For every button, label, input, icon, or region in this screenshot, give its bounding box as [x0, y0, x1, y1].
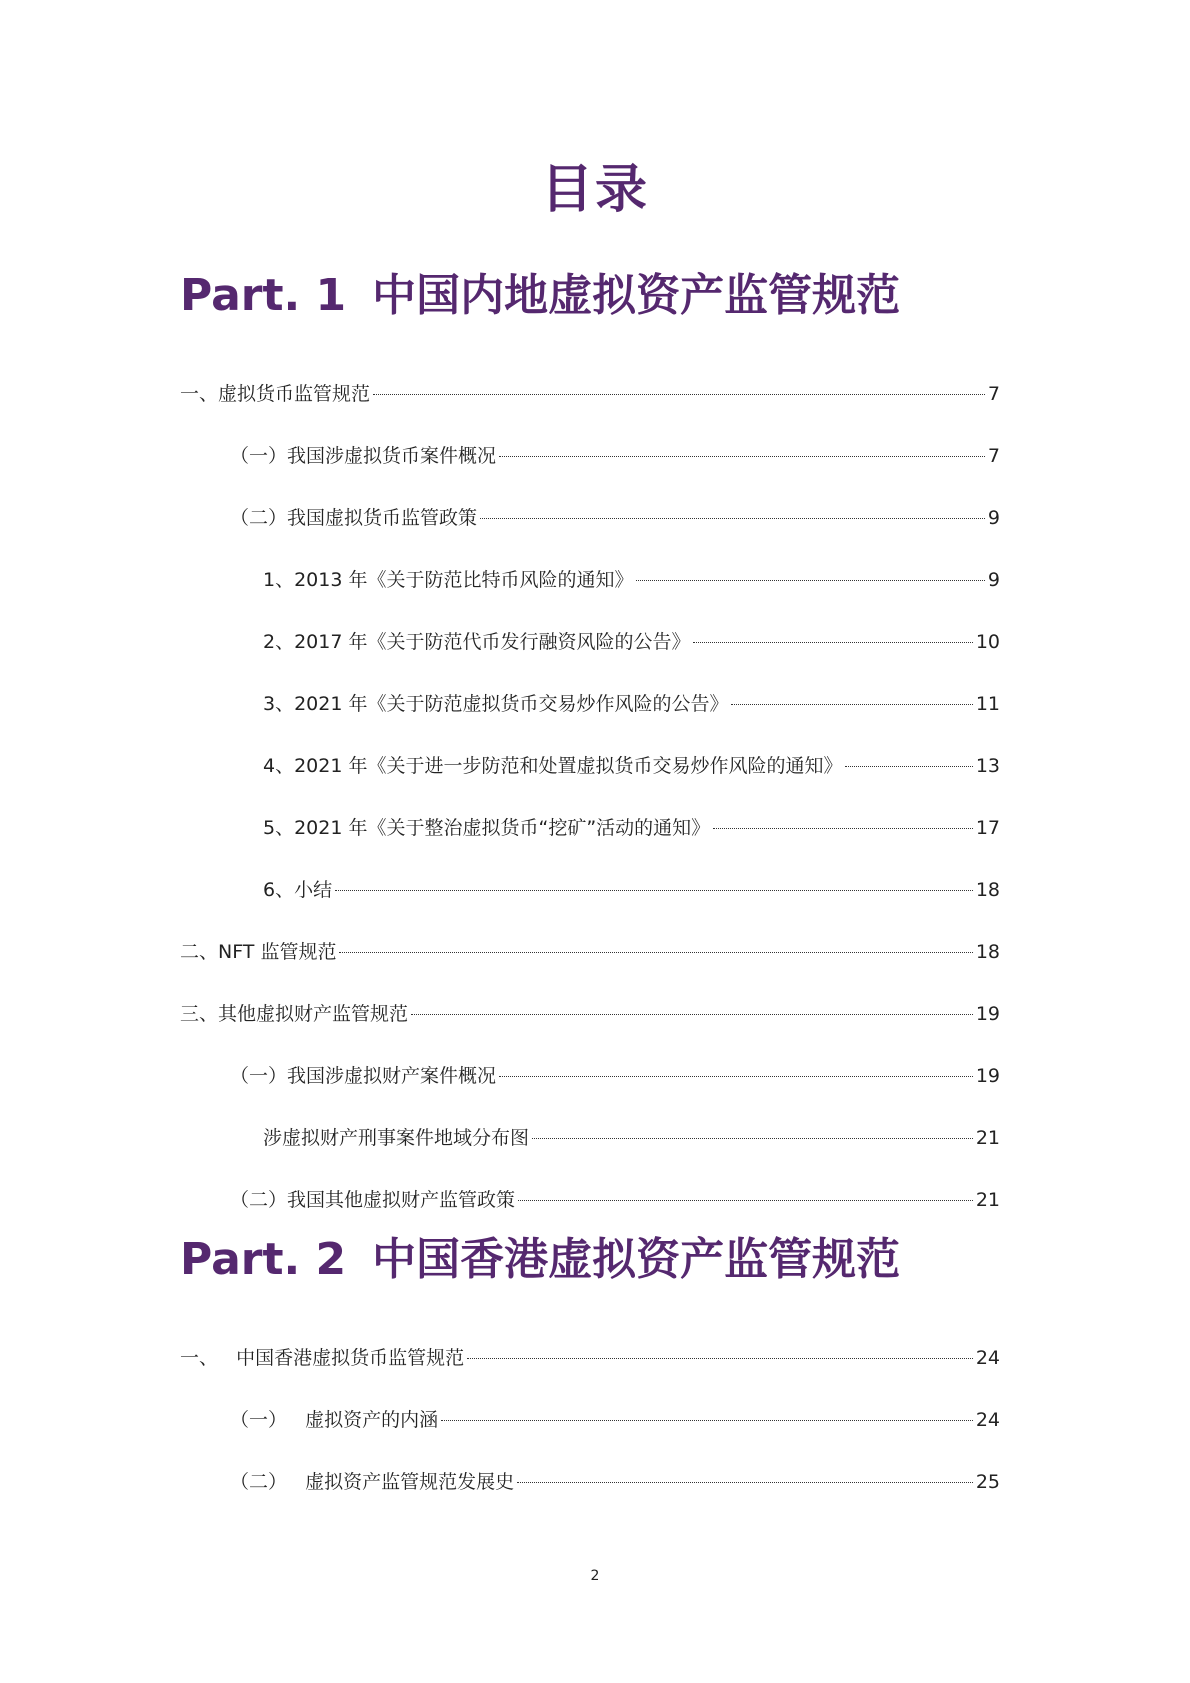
dot-leader: [339, 952, 972, 953]
dot-leader: [373, 394, 985, 395]
page-number: 2: [590, 1568, 600, 1584]
toc-entry[interactable]: [230, 1062, 1000, 1090]
toc-entry-page: 17: [975, 817, 1000, 839]
toc-title: 目录: [540, 160, 649, 220]
toc-entry[interactable]: [230, 1186, 1000, 1214]
toc-entry-label: 一、虚拟货币监管规范: [180, 383, 371, 405]
dot-leader: [499, 1076, 973, 1077]
dot-leader: [845, 766, 972, 767]
toc-entry-page: 24: [975, 1347, 1000, 1369]
toc-entry-label: （一）我国涉虚拟货币案件概况: [230, 445, 497, 467]
toc-entry[interactable]: [230, 1468, 1000, 1496]
toc-entry-label: 三、其他虚拟财产监管规范: [180, 1003, 409, 1025]
dot-leader: [480, 518, 985, 519]
toc-entry-label: （二）我国其他虚拟财产监管政策: [230, 1189, 516, 1211]
toc-entry[interactable]: [263, 1124, 1000, 1152]
toc-entry-page: 11: [975, 693, 1000, 715]
dot-leader: [518, 1200, 973, 1201]
toc-entry[interactable]: [263, 628, 1000, 656]
toc-entry-label: 二、NFT 监管规范: [180, 941, 337, 963]
toc-entry[interactable]: [180, 1344, 1000, 1372]
dot-leader: [636, 580, 984, 581]
dot-leader: [731, 704, 972, 705]
toc-entry[interactable]: [230, 504, 1000, 532]
toc-entry-page: 9: [987, 569, 1000, 591]
dot-leader: [499, 456, 985, 457]
toc-entry-page: 19: [975, 1065, 1000, 1087]
toc-entry-page: 21: [975, 1127, 1000, 1149]
dot-leader: [467, 1358, 973, 1359]
toc-entry[interactable]: [263, 752, 1000, 780]
toc-entry-page: 18: [975, 941, 1000, 963]
toc-entry-page: 18: [975, 879, 1000, 901]
toc-entry[interactable]: [230, 442, 1000, 470]
dot-leader: [532, 1138, 973, 1139]
toc-entry-label: 4、2021 年《关于进一步防范和处置虚拟货币交易炒作风险的通知》: [263, 755, 843, 777]
toc-entry-page: 9: [987, 507, 1000, 529]
dot-leader: [441, 1420, 973, 1421]
toc-entry-page: 19: [975, 1003, 1000, 1025]
toc-entry[interactable]: [230, 1406, 1000, 1434]
toc-entry[interactable]: [263, 814, 1000, 842]
dot-leader: [693, 642, 972, 643]
toc-entry-label: 涉虚拟财产刑事案件地域分布图: [263, 1127, 530, 1149]
toc-entry-page: 24: [975, 1409, 1000, 1431]
toc-entry-label: （一） 虚拟资产的内涵: [230, 1409, 439, 1431]
part2-number: Part. 2: [180, 1234, 347, 1285]
part1-heading: [180, 268, 900, 324]
toc-entry[interactable]: [180, 380, 1000, 408]
dot-leader: [713, 828, 973, 829]
toc-entry-label: 2、2017 年《关于防范代币发行融资风险的公告》: [263, 631, 691, 653]
toc-entry-page: 7: [987, 383, 1000, 405]
toc-entry[interactable]: [263, 690, 1000, 718]
toc-entry[interactable]: [263, 566, 1000, 594]
dot-leader: [411, 1014, 973, 1015]
toc-entry-page: 21: [975, 1189, 1000, 1211]
toc-entry-page: 10: [975, 631, 1000, 653]
toc-entry-label: 5、2021 年《关于整治虚拟货币“挖矿”活动的通知》: [263, 817, 711, 839]
part1-title: 中国内地虚拟资产监管规范: [372, 270, 901, 321]
dot-leader: [517, 1482, 973, 1483]
toc-entry-label: 3、2021 年《关于防范虚拟货币交易炒作风险的公告》: [263, 693, 729, 715]
toc-entry[interactable]: [263, 876, 1000, 904]
part1-number: Part. 1: [180, 270, 347, 321]
toc-entry-page: 25: [975, 1471, 1000, 1493]
part2-title: 中国香港虚拟资产监管规范: [372, 1234, 901, 1285]
toc-entry-label: 一、 中国香港虚拟货币监管规范: [180, 1347, 465, 1369]
toc-entry-page: 7: [987, 445, 1000, 467]
toc-entry-label: （二） 虚拟资产监管规范发展史: [230, 1471, 515, 1493]
toc-entry[interactable]: [180, 1000, 1000, 1028]
dot-leader: [335, 890, 973, 891]
toc-entry-label: （一）我国涉虚拟财产案件概况: [230, 1065, 497, 1087]
toc-entry-label: 6、小结: [263, 879, 333, 901]
toc-entry-label: 1、2013 年《关于防范比特币风险的通知》: [263, 569, 634, 591]
toc-entry-page: 13: [975, 755, 1000, 777]
toc-entry[interactable]: [180, 938, 1000, 966]
toc-entry-label: （二）我国虚拟货币监管政策: [230, 507, 478, 529]
part2-heading: [180, 1232, 900, 1288]
